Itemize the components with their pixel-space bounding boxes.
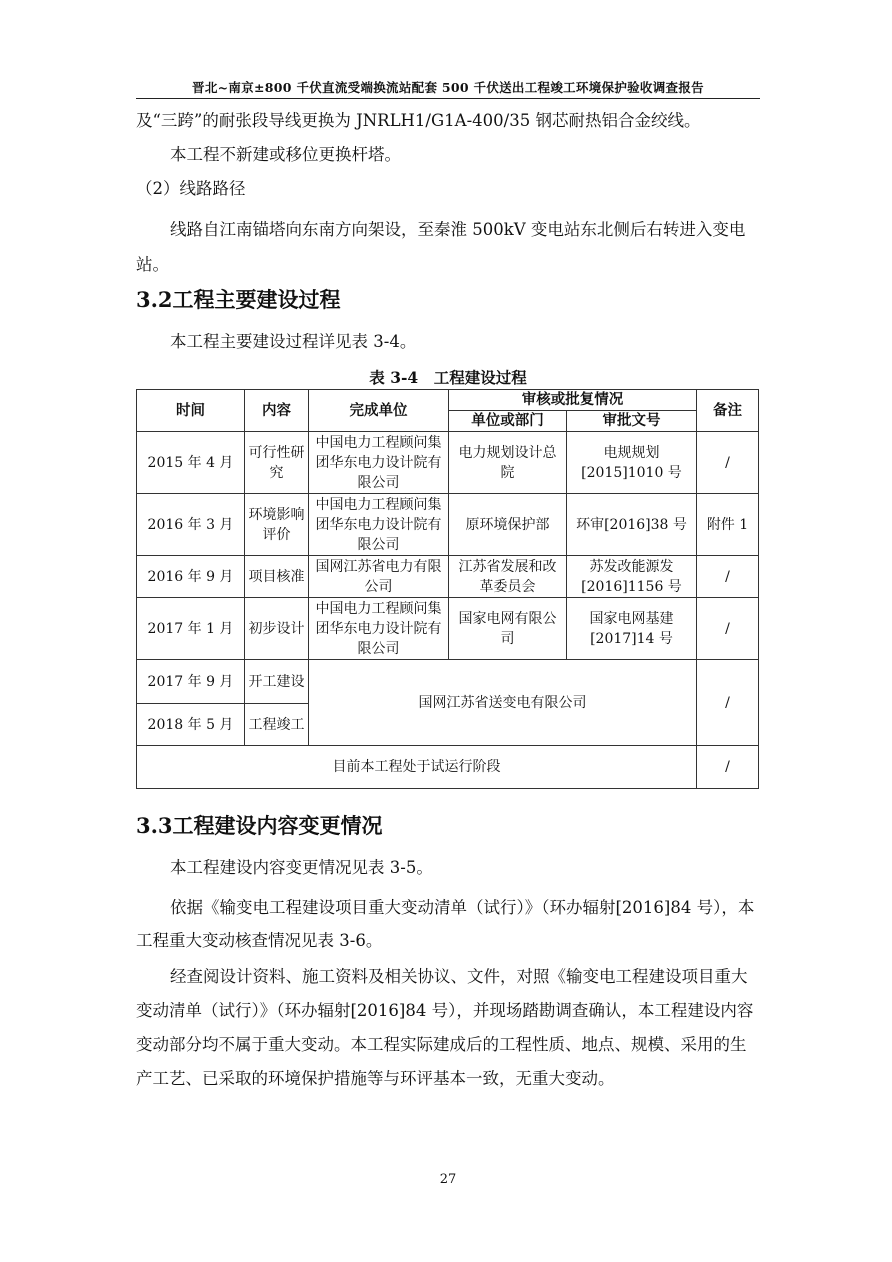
cell-unit: 中国电力工程顾问集团华东电力设计院有限公司 xyxy=(309,598,449,660)
cell-doc: 国家电网基建[2017]14 号 xyxy=(567,598,697,660)
cell-unit: 中国电力工程顾问集团华东电力设计院有限公司 xyxy=(309,494,449,556)
construction-process-table xyxy=(136,389,759,789)
paragraph-route-heading: （2）线路路径 xyxy=(136,179,246,198)
cell-time: 2017 年 9 月 xyxy=(137,660,245,704)
cell-remark: 附件 1 xyxy=(697,494,759,556)
cell-time: 2016 年 9 月 xyxy=(137,556,245,598)
paragraph-route: 线路自江南锚塔向东南方向架设，至秦淮 500kV 变电站东北侧后右转进入变电站。 xyxy=(136,220,746,274)
table-row xyxy=(137,556,759,598)
cell-remark: / xyxy=(697,556,759,598)
header-remark: 备注 xyxy=(697,390,759,432)
header-content: 内容 xyxy=(245,390,309,432)
cell-content: 项目核准 xyxy=(245,556,309,598)
page-number: 27 xyxy=(439,1172,457,1187)
paragraph-major-change-ref: 依据《输变电工程建设项目重大变动清单（试行）》（环办辐射[2016]84 号），本工程重大变动核查情况见表 3-6。 xyxy=(136,898,755,950)
header-time: 时间 xyxy=(137,390,245,432)
cell-doc: 电规规划[2015]1010 号 xyxy=(567,432,697,494)
paragraph-conclusion: 经查阅设计资料、施工资料及相关协议、文件，对照《输变电工程建设项目重大变动清单（试行）》（环办辐射[2016]84 号），并现场踏勘调查确认，本工程建设内容变动部分均不属于重大变动。本工程实际建成后的工程性质、地点、规模、采用的生产工艺、已采取的环境保护措施等与环评基本一致，无重大变动。 xyxy=(136,967,754,1088)
paragraph-towers: 本工程不新建或移位更换杆塔。 xyxy=(170,145,401,164)
cell-content: 工程竣工 xyxy=(245,704,309,746)
cell-dept: 江苏省发展和改革委员会 xyxy=(449,556,567,598)
paragraph-table-ref: 本工程主要建设过程详见表 3-4。 xyxy=(170,332,417,351)
cell-status: 目前本工程处于试运行阶段 xyxy=(137,746,697,789)
header-approval: 审核或批复情况 xyxy=(449,390,697,411)
cell-dept: 国家电网有限公司 xyxy=(449,598,567,660)
running-header: 晋北~南京±800 千伏直流受端换流站配套 500 千伏送出工程竣工环境保护验收调查报告 xyxy=(192,80,704,95)
header-doc: 审批文号 xyxy=(567,411,697,432)
section-heading-3-2: 3.2工程主要建设过程 xyxy=(136,287,341,312)
cell-time: 2017 年 1 月 xyxy=(137,598,245,660)
cell-time: 2016 年 3 月 xyxy=(137,494,245,556)
table-footer-row xyxy=(137,746,759,789)
table-row xyxy=(137,660,759,704)
table-caption: 表 3-4 工程建设过程 xyxy=(369,368,527,387)
cell-remark: / xyxy=(697,432,759,494)
cell-content: 环境影响评价 xyxy=(245,494,309,556)
cell-content: 初步设计 xyxy=(245,598,309,660)
cell-content: 开工建设 xyxy=(245,660,309,704)
cell-status-remark: / xyxy=(697,746,759,789)
header-rule xyxy=(136,98,760,99)
cell-doc: 环审[2016]38 号 xyxy=(567,494,697,556)
header-dept: 单位或部门 xyxy=(449,411,567,432)
cell-merged-unit: 国网江苏省送变电有限公司 xyxy=(309,660,697,746)
cell-content: 可行性研究 xyxy=(245,432,309,494)
cell-remark: / xyxy=(697,598,759,660)
table-row xyxy=(137,432,759,494)
table-row xyxy=(137,494,759,556)
cell-merged-remark: / xyxy=(697,660,759,746)
table-row xyxy=(137,598,759,660)
cell-unit: 国网江苏省电力有限公司 xyxy=(309,556,449,598)
cell-time: 2015 年 4 月 xyxy=(137,432,245,494)
cell-time: 2018 年 5 月 xyxy=(137,704,245,746)
paragraph-conductor: 及“三跨”的耐张段导线更换为 JNRLH1/G1A-400/35 钢芯耐热铝合金绞线。 xyxy=(136,111,701,130)
cell-unit: 中国电力工程顾问集团华东电力设计院有限公司 xyxy=(309,432,449,494)
section-heading-3-3: 3.3工程建设内容变更情况 xyxy=(136,813,383,838)
header-unit: 完成单位 xyxy=(309,390,449,432)
cell-doc: 苏发改能源发[2016]1156 号 xyxy=(567,556,697,598)
cell-dept: 电力规划设计总院 xyxy=(449,432,567,494)
cell-dept: 原环境保护部 xyxy=(449,494,567,556)
paragraph-change-ref: 本工程建设内容变更情况见表 3-5。 xyxy=(170,858,433,877)
